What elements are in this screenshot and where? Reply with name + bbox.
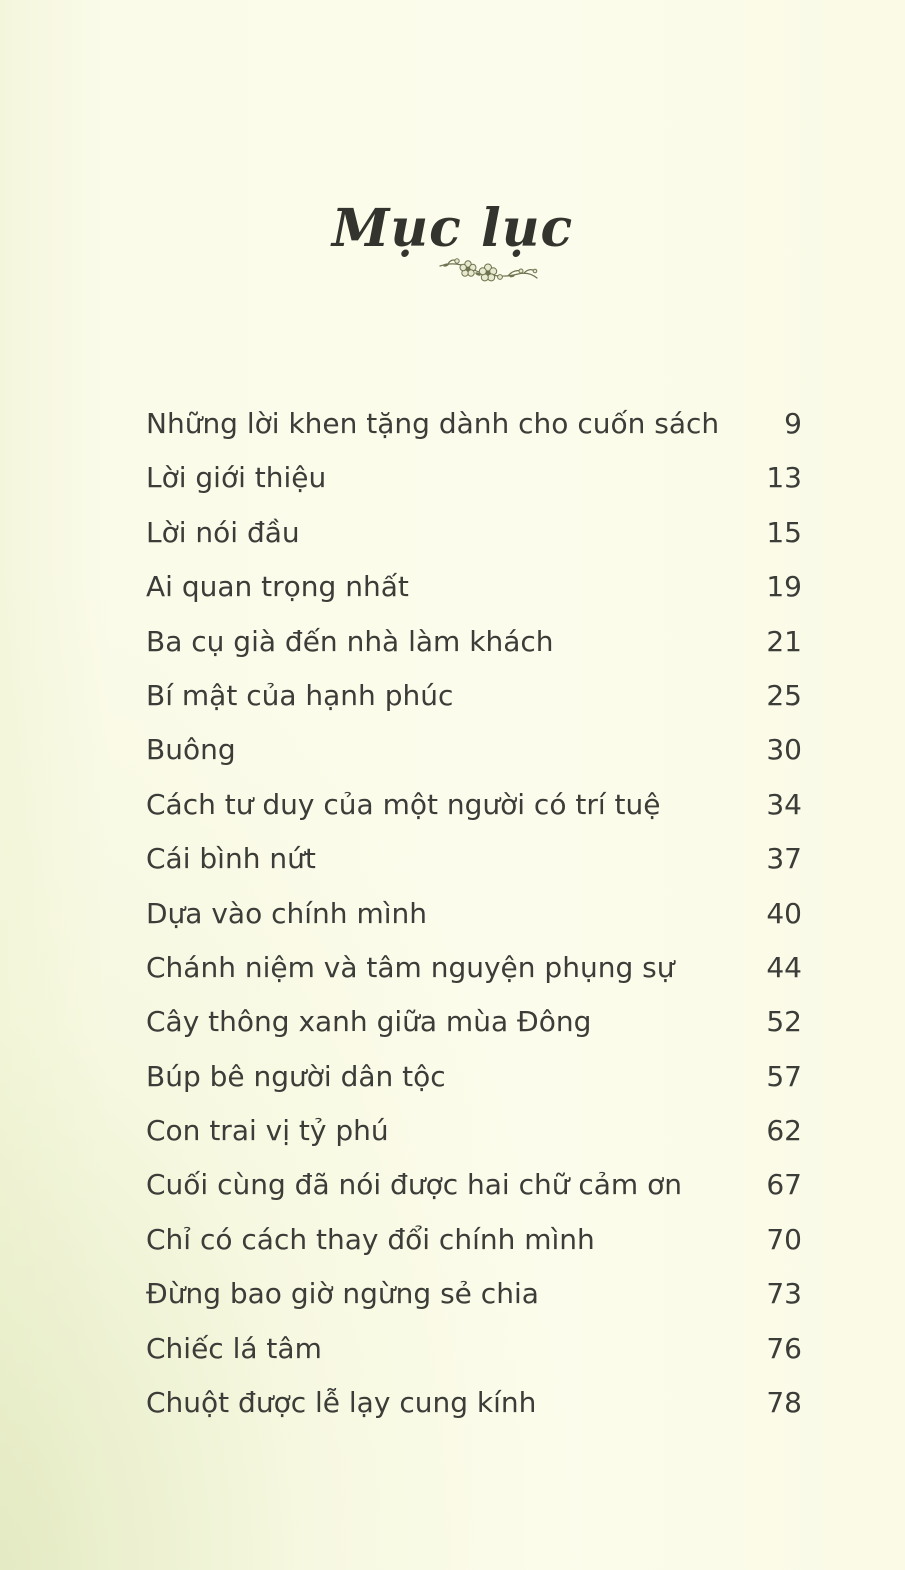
toc-entry-title: Dựa vào chính mình (146, 896, 427, 930)
table-of-contents (146, 397, 802, 1430)
toc-entry (146, 1158, 802, 1212)
toc-entry-page-number: 13 (766, 461, 802, 495)
toc-entry-page-number: 15 (766, 515, 802, 549)
toc-entry (146, 1050, 802, 1104)
toc-entry-title: Lời nói đầu (146, 515, 300, 549)
toc-entry-title: Con trai vị tỷ phú (146, 1114, 389, 1148)
toc-entry-title: Lời giới thiệu (146, 461, 327, 495)
toc-entry-page-number: 57 (766, 1059, 802, 1093)
toc-entry-page-number: 52 (766, 1005, 802, 1039)
toc-entry-page-number: 30 (766, 733, 802, 767)
toc-entry (146, 451, 802, 505)
toc-entry (146, 397, 802, 451)
toc-entry (146, 778, 802, 832)
toc-entry (146, 1213, 802, 1267)
toc-entry-title: Cuối cùng đã nói được hai chữ cảm ơn (146, 1168, 682, 1202)
toc-entry-page-number: 40 (766, 896, 802, 930)
toc-entry-page-number: 21 (766, 624, 802, 658)
toc-entry-title: Buông (146, 733, 236, 767)
toc-entry (146, 723, 802, 777)
toc-entry (146, 832, 802, 886)
toc-entry (146, 995, 802, 1049)
toc-entry (146, 1104, 802, 1158)
toc-entry-page-number: 9 (784, 407, 802, 440)
toc-entry-page-number: 70 (766, 1222, 802, 1256)
toc-entry-title: Cái bình nứt (146, 842, 316, 876)
toc-entry (146, 887, 802, 941)
toc-entry-title: Chỉ có cách thay đổi chính mình (146, 1222, 595, 1256)
cherry-blossom-branch-icon (438, 252, 540, 288)
toc-entry (146, 506, 802, 560)
toc-entry (146, 941, 802, 995)
toc-entry (146, 1376, 802, 1430)
toc-entry (146, 1322, 802, 1376)
toc-entry (146, 669, 802, 723)
toc-entry-page-number: 25 (766, 678, 802, 712)
toc-entry-title: Cây thông xanh giữa mùa Đông (146, 1005, 592, 1039)
toc-entry (146, 1267, 802, 1321)
toc-entry-page-number: 78 (766, 1386, 802, 1420)
toc-entry-title: Chánh niệm và tâm nguyện phụng sự (146, 950, 675, 984)
toc-entry-title: Chiếc lá tâm (146, 1331, 322, 1365)
toc-entry (146, 615, 802, 669)
toc-entry-title: Chuột được lễ lạy cung kính (146, 1386, 537, 1420)
toc-entry-title: Đừng bao giờ ngừng sẻ chia (146, 1277, 539, 1311)
toc-entry-title: Ba cụ già đến nhà làm khách (146, 624, 554, 658)
toc-entry-title: Búp bê người dân tộc (146, 1059, 446, 1093)
toc-entry-page-number: 37 (766, 842, 802, 876)
toc-entry-title: Bí mật của hạnh phúc (146, 678, 454, 712)
toc-entry-page-number: 44 (766, 950, 802, 984)
toc-entry-title: Cách tư duy của một người có trí tuệ (146, 787, 661, 821)
toc-entry (146, 560, 802, 614)
toc-entry-page-number: 73 (766, 1277, 802, 1311)
toc-entry-page-number: 67 (766, 1168, 802, 1202)
page-title: Mục lục (331, 197, 574, 259)
toc-entry-page-number: 62 (766, 1114, 802, 1148)
toc-entry-title: Những lời khen tặng dành cho cuốn sách (146, 407, 720, 440)
toc-entry-page-number: 19 (766, 570, 802, 604)
toc-entry-page-number: 76 (766, 1331, 802, 1365)
toc-entry-title: Ai quan trọng nhất (146, 570, 409, 604)
toc-entry-page-number: 34 (766, 787, 802, 821)
